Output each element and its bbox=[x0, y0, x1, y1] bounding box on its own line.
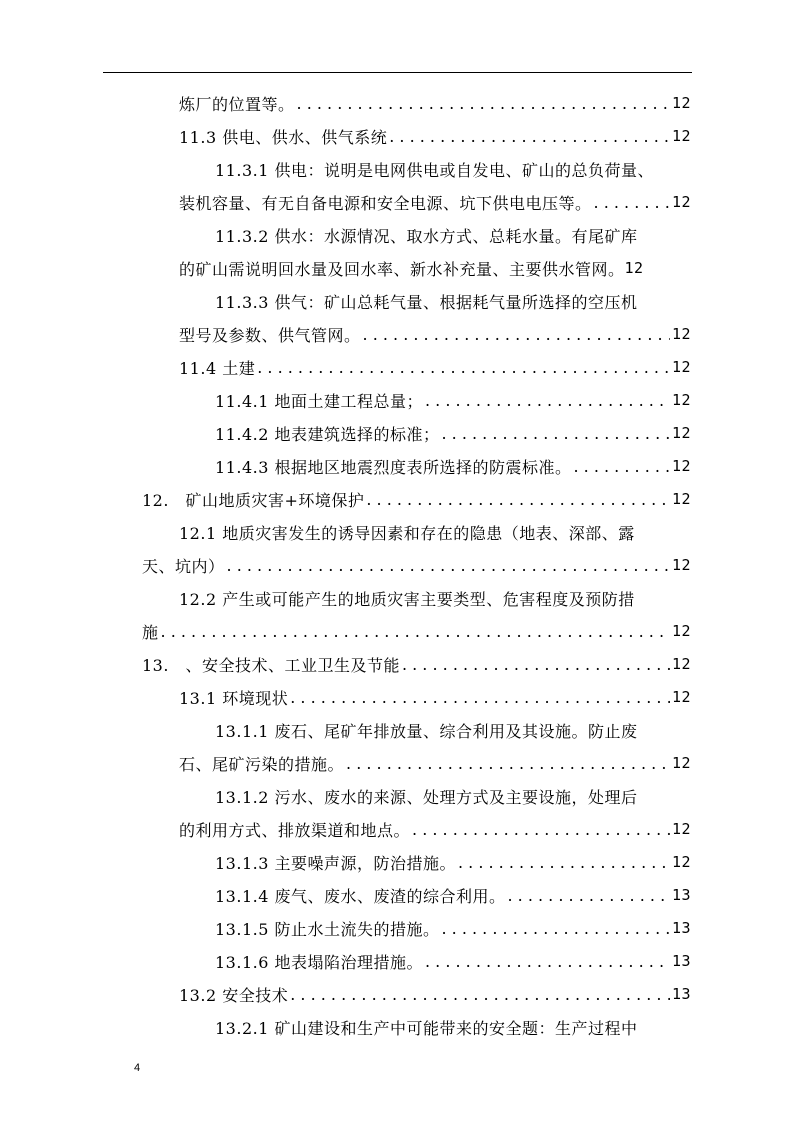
toc-entry[interactable]: 13.2 安全技术 . . . 13 bbox=[179, 979, 691, 1009]
toc-entry[interactable]: 12.1 地质灾害发生的诱导因素和存在的隐患（地表、深部、露 bbox=[179, 523, 635, 543]
page-number: 4 bbox=[134, 1062, 141, 1074]
toc-entry[interactable]: 13.1.3 主要噪声源，防治措施。 . . . 12 bbox=[215, 847, 691, 877]
toc-entry[interactable]: 11.3.3 供气：矿山总耗气量、根据耗气量所选择的空压机 bbox=[215, 292, 638, 312]
toc-entry[interactable]: 炼厂的位置等。 . . . 12 bbox=[179, 88, 691, 118]
toc-entry[interactable]: 施 . . . 12 bbox=[142, 616, 691, 646]
toc-entry[interactable]: 13.1.5 防止水土流失的措施。 . . . 13 bbox=[215, 913, 691, 943]
toc-entry[interactable]: 的利用方式、排放渠道和地点。 . . . 12 bbox=[179, 814, 691, 844]
toc-entry[interactable]: 13.1.6 地表塌陷治理措施。 . . . 13 bbox=[215, 946, 691, 976]
toc-entry[interactable]: 11.3.2 供水：水源情况、取水方式、总耗水量。有尾矿库 bbox=[215, 226, 638, 246]
toc-entry[interactable]: 11.3 供电、供水、供气系统 . . . 12 bbox=[179, 121, 691, 151]
toc-entry[interactable]: 石、尾矿污染的措施。 . . . 12 bbox=[179, 748, 691, 778]
toc-entry[interactable]: 天、坑内） . . . 12 bbox=[142, 550, 691, 580]
toc-entry[interactable]: 13.1 环境现状 . . . 12 bbox=[179, 682, 691, 712]
toc-entry[interactable]: 11.4 土建 . . . 12 bbox=[179, 352, 691, 382]
header-rule bbox=[103, 72, 692, 73]
toc-entry[interactable]: 13.1.4 废气、废水、废渣的综合利用。 . . . 13 bbox=[215, 880, 691, 910]
toc-entry[interactable]: 11.3.1 供电：说明是电网供电或自发电、矿山的总负荷量、 bbox=[215, 160, 654, 180]
toc-entry[interactable]: 13. 、安全技术、工业卫生及节能 . . . 12 bbox=[142, 649, 691, 679]
toc-entry[interactable]: 型号及参数、供气管网。 . . . 12 bbox=[179, 319, 691, 349]
toc-entry[interactable]: 13.2.1 矿山建设和生产中可能带来的安全题：生产过程中 bbox=[215, 1018, 638, 1038]
toc-entry[interactable]: 11.4.2 地表建筑选择的标准； . . . 12 bbox=[215, 418, 691, 448]
toc-entry[interactable]: 12.2 产生或可能产生的地质灾害主要类型、危害程度及预防措 bbox=[179, 589, 635, 609]
toc-entry[interactable]: 12. 矿山地质灾害+环境保护 . . . 12 bbox=[142, 484, 691, 514]
toc-entry[interactable]: 11.4.1 地面土建工程总量； . . . 12 bbox=[215, 385, 691, 415]
toc-entry[interactable]: 装机容量、有无自备电源和安全电源、坑下供电电压等。 . . . 12 bbox=[179, 187, 691, 217]
toc-entry[interactable]: 11.4.3 根据地区地震烈度表所选择的防震标准。 . . . 12 bbox=[215, 451, 691, 481]
toc-entry[interactable]: 13.1.2 污水、废水的来源、处理方式及主要设施，处理后 bbox=[215, 787, 638, 807]
toc-entry[interactable]: 13.1.1 废石、尾矿年排放量、综合利用及其设施。防止废 bbox=[215, 721, 638, 741]
toc-entry[interactable]: 的矿山需说明回水量及回水率、新水补充量、主要供水管网。 12 bbox=[179, 259, 644, 279]
